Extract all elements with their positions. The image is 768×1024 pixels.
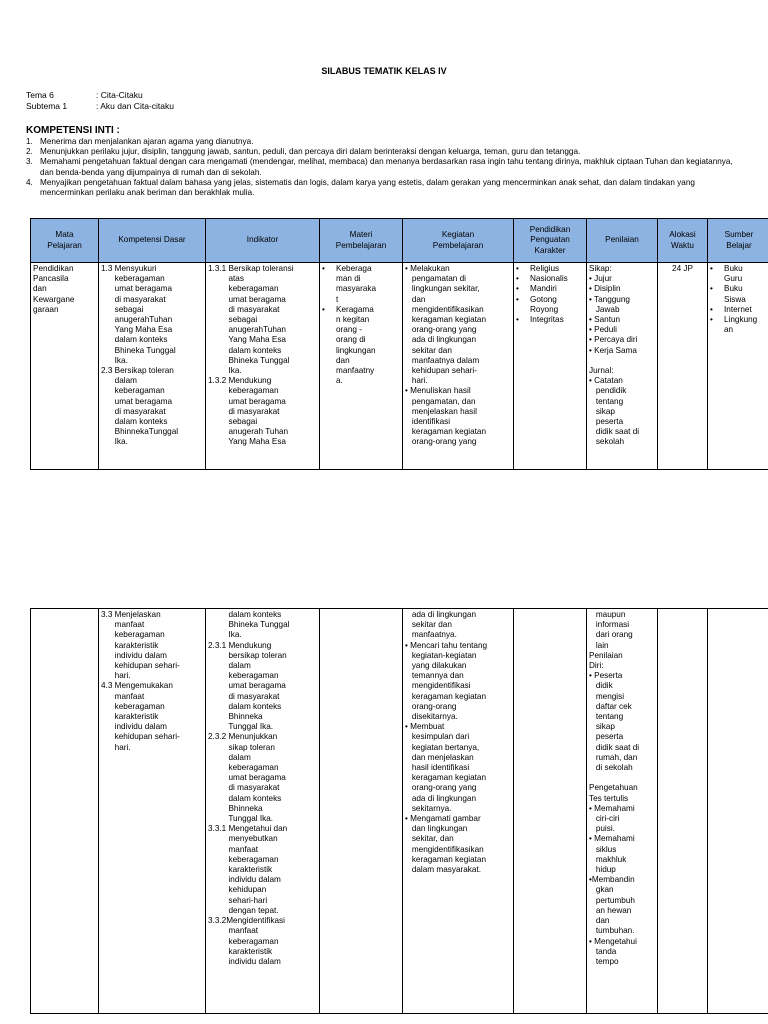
list-text: Internet bbox=[724, 304, 752, 314]
list-text: Buku Guru bbox=[724, 264, 743, 284]
list-item bbox=[26, 157, 746, 177]
bullet-icon: • bbox=[710, 315, 713, 325]
list-text: Mandiri bbox=[530, 284, 557, 294]
cell-subject bbox=[31, 609, 99, 1014]
subtheme-value: : Aku dan Cita-citaku bbox=[96, 100, 174, 111]
bullet-icon: • bbox=[516, 264, 519, 273]
list-number: 3. bbox=[26, 157, 33, 167]
list-item bbox=[26, 178, 746, 198]
cell-material bbox=[320, 263, 403, 470]
bullet-icon: • bbox=[710, 304, 713, 314]
header-learning-sources: Sumber Belajar bbox=[708, 219, 768, 263]
list-item bbox=[26, 137, 746, 147]
header-basic-competence: Kompetensi Dasar bbox=[99, 219, 206, 263]
list-text: Integritas bbox=[530, 315, 564, 325]
bullet-icon: • bbox=[516, 284, 519, 294]
list-item bbox=[516, 264, 584, 274]
list-text: Menyajikan pengetahuan faktual dalam bahasa yang jelas, sistematis dan logis, dalam karya yang estetis, dalam gerakan yang mencerminkan anak sehat, dan dalam tindakan yang mencerminkan perilaku anak beriman dan berakhlak mulia. bbox=[40, 177, 695, 198]
list-item bbox=[710, 284, 768, 304]
cell-time-allocation: 24 JP bbox=[658, 263, 708, 470]
list-text: Buku Siswa bbox=[724, 284, 746, 304]
header-material: Materi Pembelajaran bbox=[320, 219, 403, 263]
list-text: Menunjukkan perilaku jujur, disiplin, tanggung jawab, santun, peduli, dan percaya diri dalam berinteraksi dengan keluarga, teman, guru dan tetangga. bbox=[40, 147, 581, 157]
list-text: Memahami pengetahuan faktual dengan cara mengamati (mendengar, melihat, membaca) dan menanya berdasarkan rasa ingin tahu tentang dirinya, makhluk ciptaan Tuhan dan kegiatannya, dan benda-benda yang dijumpainya di rumah dan di sekolah. bbox=[40, 157, 733, 177]
header-indicator: Indikator bbox=[206, 219, 320, 263]
list-text: Keragama n kegitan orang - orang di lingkungan dan manfaatny a. bbox=[336, 304, 376, 386]
list-number: 1. bbox=[26, 137, 33, 146]
list-item bbox=[710, 264, 768, 284]
header-character-education: Pendidikan Penguatan Karakter bbox=[514, 219, 587, 263]
theme-row bbox=[26, 90, 174, 101]
table-header-row bbox=[31, 219, 768, 263]
list-text: Lingkung an bbox=[724, 315, 758, 335]
cell-assessment: maupun informasi dari orang lain Penilaian Diri: • Peserta didik mengisi daftar cek tentang sikap peserta didik saat di rumah, dan di sekolah Pengetahuan Tes tertulis • Memahami ciri-ciri puisi. • Memahami siklus makhluk hidup •Membandin gkan pertumbuh an hewan dan tumbuhan. • Mengetahui tanda tempo bbox=[587, 609, 658, 1014]
syllabus-table-page2 bbox=[30, 608, 768, 1014]
bullet-icon: • bbox=[516, 315, 519, 325]
bullet-icon: • bbox=[710, 264, 713, 273]
list-item bbox=[516, 284, 584, 294]
cell-subject: Pendidikan Pancasila dan Kewargane garaan bbox=[31, 263, 99, 470]
theme-value: : Cita-Citaku bbox=[96, 90, 143, 100]
core-competence-title: KOMPETENSI INTI : bbox=[26, 125, 120, 136]
list-text: Keberaga man di masyaraka t bbox=[336, 264, 377, 304]
bullet-icon: • bbox=[516, 294, 519, 304]
list-item bbox=[710, 315, 768, 335]
syllabus-table-page1 bbox=[30, 218, 768, 470]
subtheme-row bbox=[26, 101, 174, 112]
list-item bbox=[26, 147, 746, 157]
list-item bbox=[516, 295, 584, 315]
list-number: 2. bbox=[26, 147, 33, 157]
list-text: Menerima dan menjalankan ajaran agama yang dianutnya. bbox=[40, 137, 254, 146]
cell-basic-competence: 1.3 Mensyukuri keberagaman umat beragama di masyarakat sebagai anugerahTuhan Yang Maha Esa dalam konteks Bhineka Tunggal Ika. 2.3 Bersikap toleran dalam keberagaman umat beragama di masyarakat dalam konteks BhinnekaTunggal Ika. bbox=[99, 263, 206, 470]
bullet-icon: • bbox=[516, 274, 519, 284]
list-item bbox=[710, 305, 768, 315]
list-item bbox=[516, 315, 584, 325]
theme-label: Tema 6 bbox=[26, 90, 54, 100]
list-text: Religius bbox=[530, 264, 560, 273]
cell-basic-competence: 3.3 Menjelaskan manfaat keberagaman karakteristik individu dalam kehidupan sehari- hari. 4.3 Mengemukakan manfaat keberagaman karakteristik individu dalam kehidupan sehari- hari. bbox=[99, 609, 206, 1014]
list-number: 4. bbox=[26, 177, 33, 187]
page-title: SILABUS TEMATIK KELAS IV bbox=[321, 66, 447, 76]
list-item bbox=[322, 264, 400, 305]
cell-indicator: dalam konteks Bhineka Tunggal Ika. 2.3.1 Mendukung bersikap toleran dalam keberagaman umat beragama di masyarakat dalam konteks Bhinneka Tunggal Ika. 2.3.2 Menunjukkan sikap toleran dalam keberagaman umat beragama di masyarakat dalam konteks Bhinneka Tunggal Ika. 3.3.1 Mengetahui dan menyebutkan manfaat keberagaman karakteristik individu dalam kehidupan sehari-hari dengan tepat. 3.3.2Mengidentifikasi manfaat keberagaman karakteristik individu dalam bbox=[206, 609, 320, 1014]
theme-info bbox=[26, 90, 174, 111]
cell-learning-sources bbox=[708, 263, 768, 470]
cell-time-allocation bbox=[658, 609, 708, 1014]
header-subject: Mata Pelajaran bbox=[31, 219, 99, 263]
bullet-icon: • bbox=[710, 284, 713, 294]
core-competence-list bbox=[26, 137, 746, 198]
list-text: Nasionalis bbox=[530, 274, 568, 284]
list-text: Gotong Royong bbox=[530, 294, 559, 314]
cell-activities: ada di lingkungan sekitar dan manfaatnya. • Mencari tahu tentang kegiatan-kegiatan yang dilakukan temannya dan mengidentifikasi keragaman kegiatan orang-orang disekitarnya. • Membuat kesimpulan dari kegiatan bertanya, dan menjelaskan hasil identifikasi keragaman kegiatan orang-orang yang ada di lingkungan sekitarnya. • Mengamati gambar dan lingkungan sekitar, dan mengidentifikasikan keragaman kegiatan dalam masyarakat. bbox=[403, 609, 514, 1014]
cell-assessment: Sikap: • Jujur • Disiplin • Tanggung Jawab • Santun • Peduli • Percaya diri • Kerja Sama Jurnal: • Catatan pendidik tentang sikap peserta didik saat di sekolah bbox=[587, 263, 658, 470]
header-activities: Kegiatan Pembelajaran bbox=[403, 219, 514, 263]
cell-activities: • Melakukan pengamatan di lingkungan sekitar, dan mengidentifikasikan keragaman kegiatan orang-orang yang ada di lingkungan sekitar dan manfaatnya dalam kehidupan sehari- hari. • Menuliskan hasil pengamatan, dan menjelaskan hasil identifikasi keragaman kegiatan orang-orang yang bbox=[403, 263, 514, 470]
list-item bbox=[322, 305, 400, 387]
cell-character-education bbox=[514, 609, 587, 1014]
subtheme-label: Subtema 1 bbox=[26, 100, 68, 111]
bullet-icon: • bbox=[322, 264, 325, 273]
header-assessment: Penilaian bbox=[587, 219, 658, 263]
bullet-icon: • bbox=[322, 304, 325, 314]
cell-material bbox=[320, 609, 403, 1014]
cell-learning-sources bbox=[708, 609, 768, 1014]
header-time-allocation: Alokasi Waktu bbox=[658, 219, 708, 263]
cell-character-education bbox=[514, 263, 587, 470]
table-row bbox=[31, 263, 768, 470]
table-row bbox=[31, 609, 768, 1014]
list-item bbox=[516, 274, 584, 284]
cell-indicator: 1.3.1 Bersikap toleransi atas keberagaman umat beragama di masyarakat sebagai anugerahTuhan Yang Maha Esa dalam konteks Bhineka Tunggal Ika. 1.3.2 Mendukung keberagaman umat beragama di masyarakat sebagai anugerah Tuhan Yang Maha Esa bbox=[206, 263, 320, 470]
